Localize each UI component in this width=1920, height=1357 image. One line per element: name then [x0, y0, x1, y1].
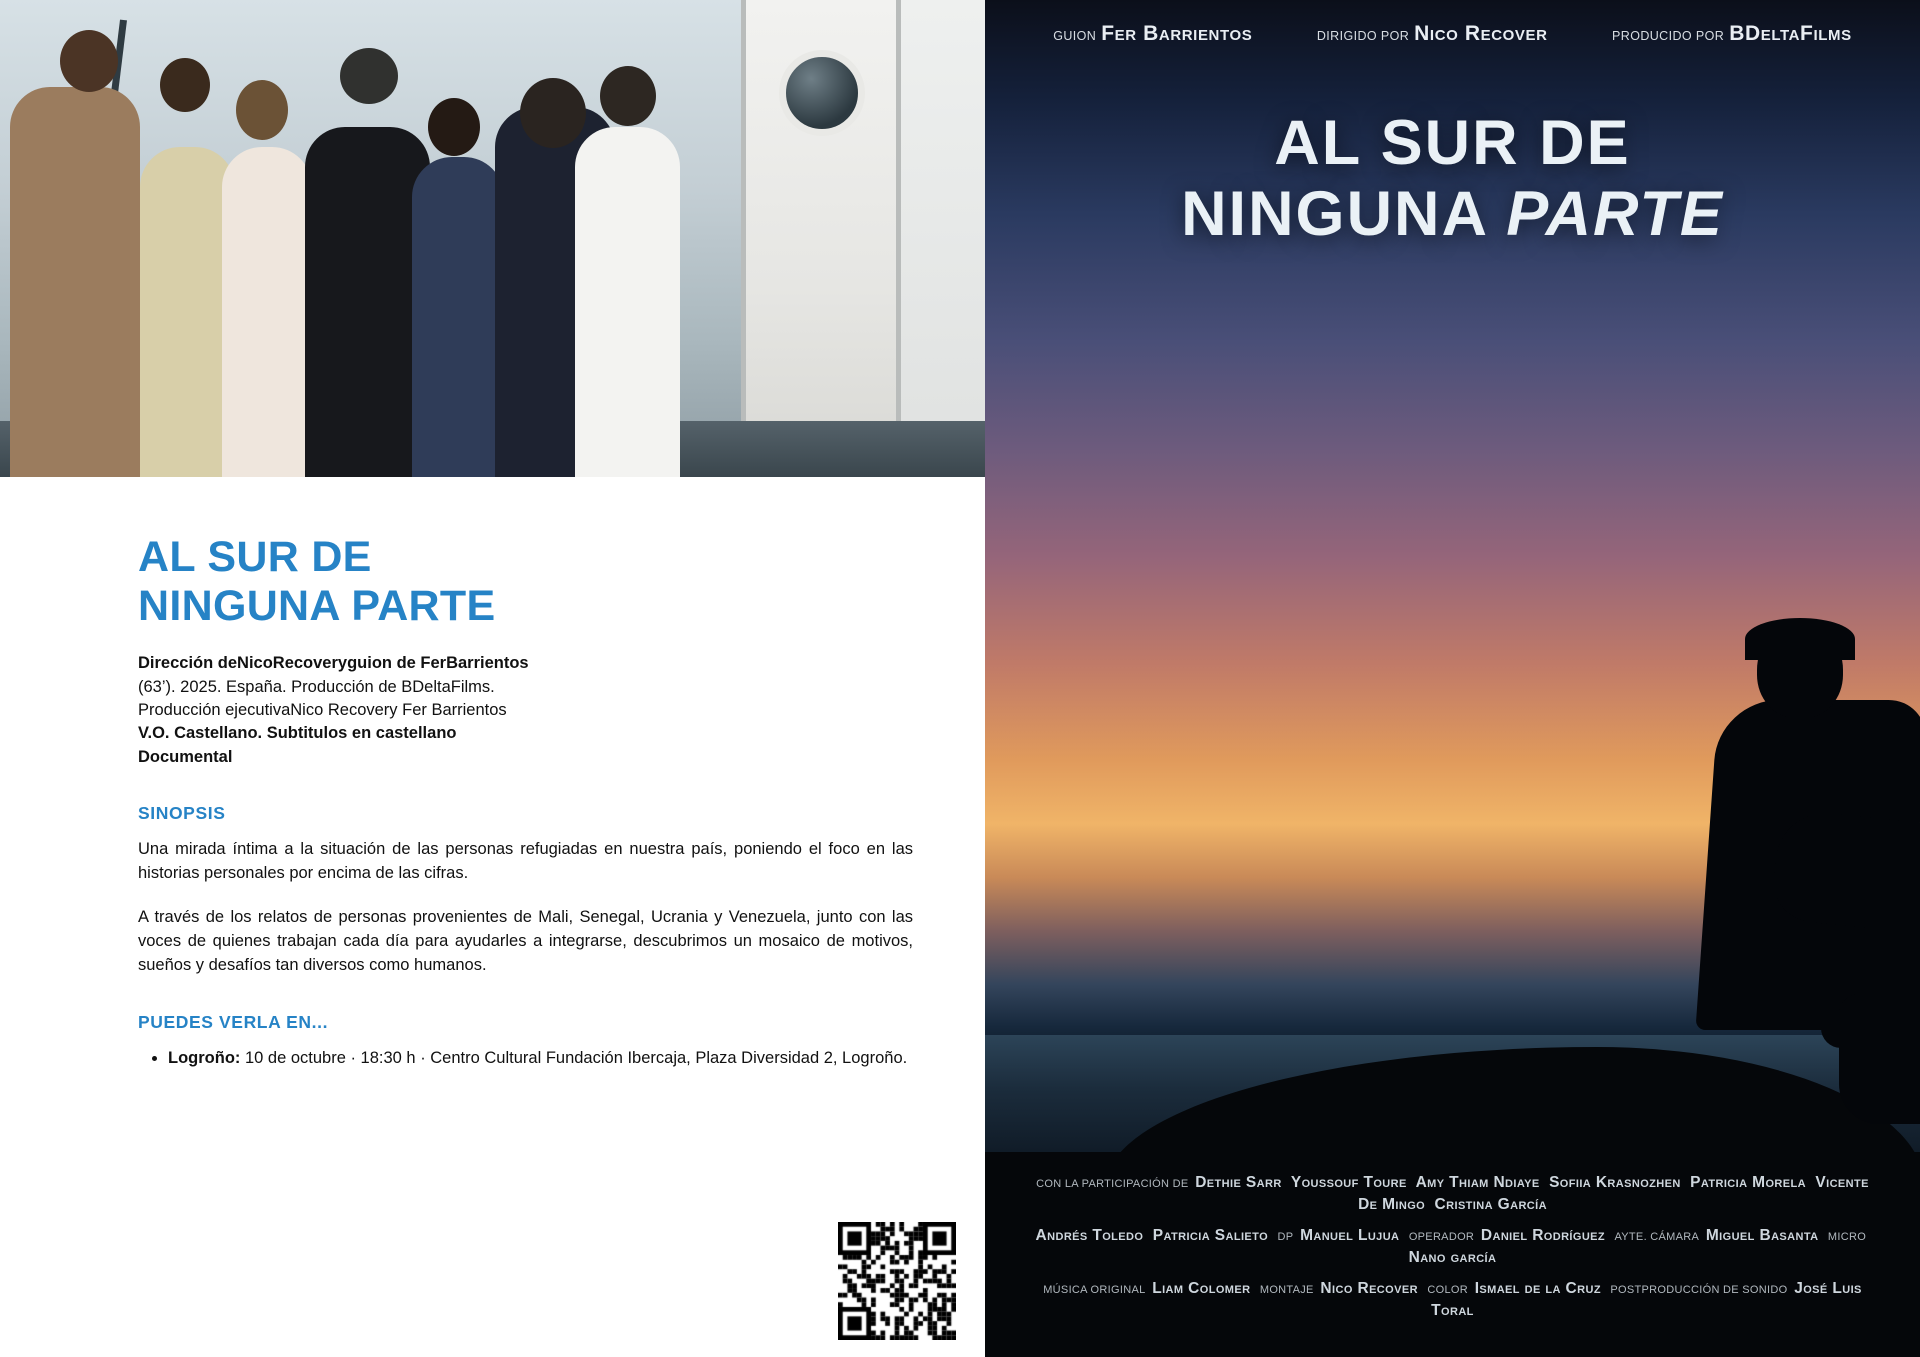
poster-credit-label: MÚSICA ORIGINAL [1043, 1284, 1153, 1297]
poster-credit-name: Vicente De Mingo [1358, 1174, 1869, 1214]
poster-title-line-2 [985, 179, 1920, 249]
poster-silhouette-figure [1625, 622, 1920, 1142]
qr-code[interactable] [838, 1222, 956, 1340]
film-info [0, 477, 985, 1071]
poster-credit-label: CON LA PARTICIPACIÓN DE [1036, 1178, 1196, 1191]
page-title [138, 533, 915, 630]
photo-porthole [779, 50, 865, 136]
credit-version: V.O. Castellano. Subtitulos en castellano [138, 724, 457, 743]
poster-credit-name: Andrés Toledo [1035, 1227, 1153, 1245]
film-title-line-1: AL SUR DE [138, 533, 372, 581]
poster-credit-producer [1612, 22, 1852, 46]
credit-genre: Documental [138, 747, 233, 766]
list-item [168, 1047, 908, 1071]
poster-top-credits [985, 22, 1920, 46]
poster-credit-label: POSTPRODUCCIÓN DE SONIDO [1610, 1284, 1795, 1297]
silhouette-cap [1745, 618, 1855, 660]
poster-credit-label: MONTAJE [1259, 1284, 1321, 1297]
poster-credit-name: Daniel Rodríguez [1480, 1227, 1615, 1245]
screening-details: 10 de octubre · 18:30 h · Centro Cultural Fundación Ibercaja, Plaza Diversidad 2, Logroño. [244, 1048, 908, 1067]
silhouette-leg [1839, 994, 1920, 1124]
credit-meta: (63’). 2025. España. Producción de BDeltaFilms. [138, 677, 495, 696]
photo-person-2 [140, 147, 235, 477]
photo-person-2-head [160, 58, 210, 112]
poster-credit-row [1025, 1225, 1880, 1269]
poster-credit-director-label: DIRIGIDO POR [1316, 29, 1410, 43]
poster-credit-row [1025, 1278, 1880, 1322]
poster-credit-name: Amy Thiam Ndiaye [1415, 1174, 1550, 1192]
credit-direction: Dirección deNicoRecoveryguion de FerBarrientos [138, 654, 529, 673]
synopsis-paragraph-2: A través de los relatos de personas provenientes de Mali, Senegal, Ucrania y Venezuela, junto con las voces de quienes trabajan cada día para ayudarles a integrarse, descubrimos un mosaico de motivos, sueños y desafíos tan diversos como humanos. [138, 908, 913, 974]
synopsis-heading: SINOPSIS [138, 803, 226, 824]
poster-credit-label: OPERADOR [1408, 1231, 1481, 1244]
poster-credit-name: Sofiia Krasnozhen [1549, 1174, 1691, 1192]
poster-credit-name: Cristina García [1434, 1196, 1547, 1214]
poster-credit-producer-label: PRODUCIDO POR [1612, 29, 1725, 43]
behind-the-scenes-photo [0, 0, 985, 477]
poster-title-line-2-regular: NINGUNA [1181, 179, 1507, 249]
poster-credit-name: Patricia Salieto [1152, 1227, 1278, 1245]
poster-credit-name: Ismael de la Cruz [1474, 1280, 1611, 1298]
photo-person-6-head [520, 78, 586, 148]
poster-title-line-2-italic: PARTE [1506, 179, 1724, 249]
photo-person-7 [575, 127, 680, 477]
poster-credit-name: Nano garcía [1408, 1249, 1497, 1267]
poster-credit-director-name: Nico Recover [1414, 22, 1548, 45]
poster-credit-label: MICRO [1827, 1231, 1870, 1244]
photo-person-5 [412, 157, 504, 477]
poster-credit-name: Patricia Morela [1690, 1174, 1816, 1192]
poster-credit-label: DP [1277, 1231, 1301, 1244]
photo-person-7-head [600, 66, 656, 126]
screenings-heading: PUEDES VERLA EN... [138, 1011, 329, 1032]
poster-credit-row [1025, 1172, 1880, 1216]
photo-person-3-head [236, 80, 288, 140]
poster-credit-director [1317, 22, 1548, 46]
credit-executive: Producción ejecutivaNico Recovery Fer Barrientos [138, 701, 507, 719]
poster-credit-writer-label: GUION [1053, 29, 1097, 43]
film-title-line-2: NINGUNA PARTE [138, 581, 496, 630]
photo-ship-wall [901, 0, 985, 477]
poster-credit-name: Miguel Basanta [1705, 1227, 1828, 1245]
poster-credit-label: COLOR [1427, 1284, 1475, 1297]
photo-person-1 [10, 87, 140, 477]
poster-title-line-1: AL SUR DE [1274, 108, 1631, 178]
poster-credit-name: Nico Recover [1320, 1280, 1428, 1298]
poster-credit-producer-name: BDeltaFilms [1729, 22, 1852, 45]
poster-credit-name: Youssouf Toure [1290, 1174, 1416, 1192]
poster-bottom-credits [985, 1163, 1920, 1331]
screening-city: Logroño: [168, 1048, 241, 1067]
poster-credit-writer-name: Fer Barrientos [1101, 22, 1253, 45]
poster-credit-label: AYTE. CÁMARA [1614, 1231, 1706, 1244]
poster-credit-name: José Luis Toral [1431, 1280, 1862, 1320]
screenings-list [138, 1047, 915, 1071]
poster-credit-name: Dethie Sarr [1195, 1174, 1291, 1192]
photo-person-3 [222, 147, 312, 477]
poster-credit-name: Liam Colomer [1152, 1280, 1260, 1298]
photo-person-5-head [428, 98, 480, 156]
photo-person-4-head [340, 48, 398, 104]
poster-title [985, 108, 1920, 249]
film-poster [985, 0, 1920, 1357]
photo-person-1-head [60, 30, 118, 92]
poster-credit-writer [1053, 22, 1252, 46]
synopsis-paragraph-1: Una mirada íntima a la situación de las personas refugiadas en nuestra país, poniendo el foco en las historias personales por encima de las cifras. [138, 840, 913, 883]
poster-credit-name: Manuel Lujua [1300, 1227, 1409, 1245]
